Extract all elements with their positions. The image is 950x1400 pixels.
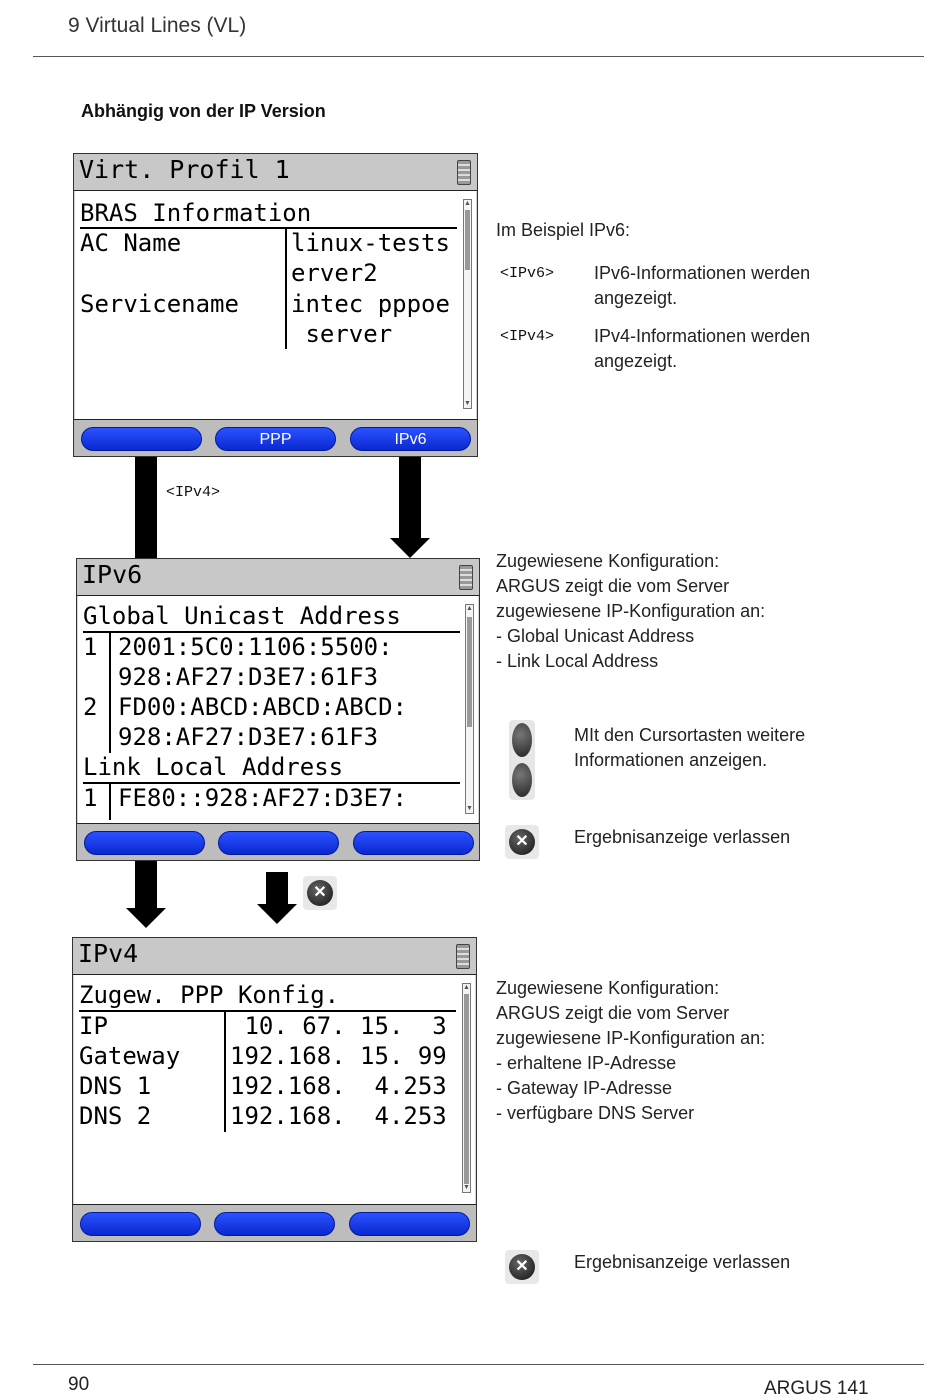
- ip-value: 10. 67. 15. 3: [230, 1012, 447, 1040]
- link-local-heading: Link Local Address: [83, 753, 344, 781]
- link-entry-num: 1: [83, 784, 98, 812]
- ipv6-arrow-shaft: [399, 457, 421, 539]
- ipv4-key-label: <IPv4>: [500, 328, 555, 345]
- entry-2-line1: FD00:ABCD:ABCD:ABCD:: [118, 693, 407, 721]
- cancel-arrow-head: [257, 904, 297, 924]
- screen-titlebar: [73, 938, 476, 975]
- link-entry-line1: FE80::928:AF27:D3E7:: [118, 784, 407, 812]
- ip-label: IP: [79, 1012, 108, 1040]
- cancel-x-icon: ✕: [303, 876, 337, 910]
- screen-content: [74, 975, 475, 1204]
- screen-titlebar: [77, 559, 479, 596]
- column-divider: [285, 229, 287, 349]
- cursor-keys-icon: [509, 720, 535, 800]
- scrollbar[interactable]: ▲ ▼: [464, 200, 471, 407]
- softkey-left[interactable]: [84, 831, 205, 855]
- screen-titlebar: [74, 154, 477, 191]
- cancel-x-icon: ✕: [505, 825, 539, 859]
- ipv4-key-desc-1: IPv4-Informationen werden: [594, 326, 811, 346]
- screen3-desc-line6: - verfügbare DNS Server: [496, 1103, 695, 1123]
- softkey-bar: [77, 823, 479, 860]
- screen-virt-profil: [73, 153, 478, 457]
- cancel-arrow-shaft: [266, 872, 288, 905]
- servicename-label: Servicename: [80, 290, 239, 318]
- softkey-left[interactable]: [81, 427, 202, 451]
- screen2-desc-line1: Zugewiesene Konfiguration:: [496, 551, 720, 571]
- scrollbar[interactable]: ▲ ▼: [466, 605, 473, 812]
- ipv4-key-desc-2: angezeigt.: [594, 351, 678, 371]
- gateway-value: 192.168. 15. 99: [230, 1042, 447, 1070]
- number-divider: [109, 784, 111, 820]
- entry-1-num: 1: [83, 633, 98, 661]
- entry-2-num: 2: [83, 693, 98, 721]
- footer-rule: [33, 1364, 924, 1365]
- column-divider: [224, 1012, 226, 1132]
- ipv4-arrow-label: <IPv4>: [166, 484, 221, 501]
- entry-1-line2: 928:AF27:D3E7:61F3: [118, 663, 379, 691]
- softkey-right[interactable]: [353, 831, 474, 855]
- softkey-ipv6[interactable]: IPv6: [350, 427, 471, 451]
- screen-ipv6: [76, 558, 480, 861]
- down-arrow-head: [126, 908, 166, 928]
- screen3-exit-text: Ergebnisanzeige verlassen: [574, 1252, 791, 1272]
- screen-content: [78, 596, 478, 824]
- screen1-intro: Im Beispiel IPv6:: [496, 220, 631, 240]
- ac-name-label: AC Name: [80, 229, 182, 257]
- cursor-desc-2: Informationen anzeigen.: [574, 750, 768, 770]
- softkey-right[interactable]: [349, 1212, 470, 1236]
- page-number: 90: [68, 1374, 90, 1395]
- number-divider: [109, 633, 111, 753]
- ac-name-value-2: erver2: [291, 259, 378, 287]
- cursor-desc-1: MIt den Cursortasten weitere: [574, 725, 806, 745]
- screen2-desc-line4: - Global Unicast Address: [496, 626, 695, 646]
- dns2-label: DNS 2: [79, 1102, 152, 1130]
- section-title: Abhängig von der IP Version: [81, 101, 326, 121]
- screen2-desc-line5: - Link Local Address: [496, 651, 659, 671]
- ipv4-arrow-line: [135, 457, 157, 558]
- cancel-x-icon: ✕: [505, 1250, 539, 1284]
- header-title: 9 Virtual Lines (VL): [68, 14, 247, 37]
- dns1-value: 192.168. 4.253: [230, 1072, 447, 1100]
- softkey-bar: [73, 1204, 476, 1241]
- softkey-bar: [74, 419, 477, 456]
- battery-icon: [459, 565, 473, 590]
- screen3-desc-line5: - Gateway IP-Adresse: [496, 1078, 673, 1098]
- screen2-desc-line2: ARGUS zeigt die vom Server: [496, 576, 730, 596]
- screen3-desc-line1: Zugewiesene Konfiguration:: [496, 978, 720, 998]
- dns1-label: DNS 1: [79, 1072, 152, 1100]
- bras-heading: BRAS Information: [80, 199, 312, 227]
- screen3-desc-line3: zugewiesene IP-Konfiguration an:: [496, 1028, 766, 1048]
- ipv6-key-desc-2: angezeigt.: [594, 288, 678, 308]
- entry-1-line1: 2001:5C0:1106:5500:: [118, 633, 393, 661]
- header-rule: [33, 56, 924, 57]
- scrollbar[interactable]: ▲ ▼: [463, 984, 470, 1191]
- battery-icon: [457, 160, 471, 185]
- screen-title: IPv6: [82, 560, 143, 589]
- screen2-desc-line3: zugewiesene IP-Konfiguration an:: [496, 601, 766, 621]
- softkey-ppp[interactable]: PPP: [215, 427, 336, 451]
- ac-name-value-1: linux-tests: [291, 229, 450, 257]
- screen3-desc-line2: ARGUS zeigt die vom Server: [496, 1003, 730, 1023]
- softkey-middle[interactable]: [218, 831, 339, 855]
- footer-brand: ARGUS 141: [764, 1378, 869, 1399]
- ppp-config-heading: Zugew. PPP Konfig.: [79, 981, 340, 1009]
- down-arrow-shaft: [135, 861, 157, 909]
- screen-content: [75, 191, 476, 420]
- screen-title: Virt. Profil 1: [79, 155, 290, 184]
- screen-title: IPv4: [78, 939, 139, 968]
- softkey-left[interactable]: [80, 1212, 201, 1236]
- global-unicast-heading: Global Unicast Address: [83, 602, 401, 630]
- battery-icon: [456, 944, 470, 969]
- ipv6-key-desc-1: IPv6-Informationen werden: [594, 263, 811, 283]
- ipv6-key-label: <IPv6>: [500, 265, 555, 282]
- softkey-middle[interactable]: [214, 1212, 335, 1236]
- screen3-desc-line4: - erhaltene IP-Adresse: [496, 1053, 677, 1073]
- entry-2-line2: 928:AF27:D3E7:61F3: [118, 723, 379, 751]
- gateway-label: Gateway: [79, 1042, 181, 1070]
- dns2-value: 192.168. 4.253: [230, 1102, 447, 1130]
- servicename-value-1: intec pppoe: [291, 290, 450, 318]
- servicename-value-2: server: [291, 320, 393, 348]
- ipv6-arrow-head: [390, 538, 430, 558]
- screen2-exit-text: Ergebnisanzeige verlassen: [574, 827, 791, 847]
- screen-ipv4: [72, 937, 477, 1242]
